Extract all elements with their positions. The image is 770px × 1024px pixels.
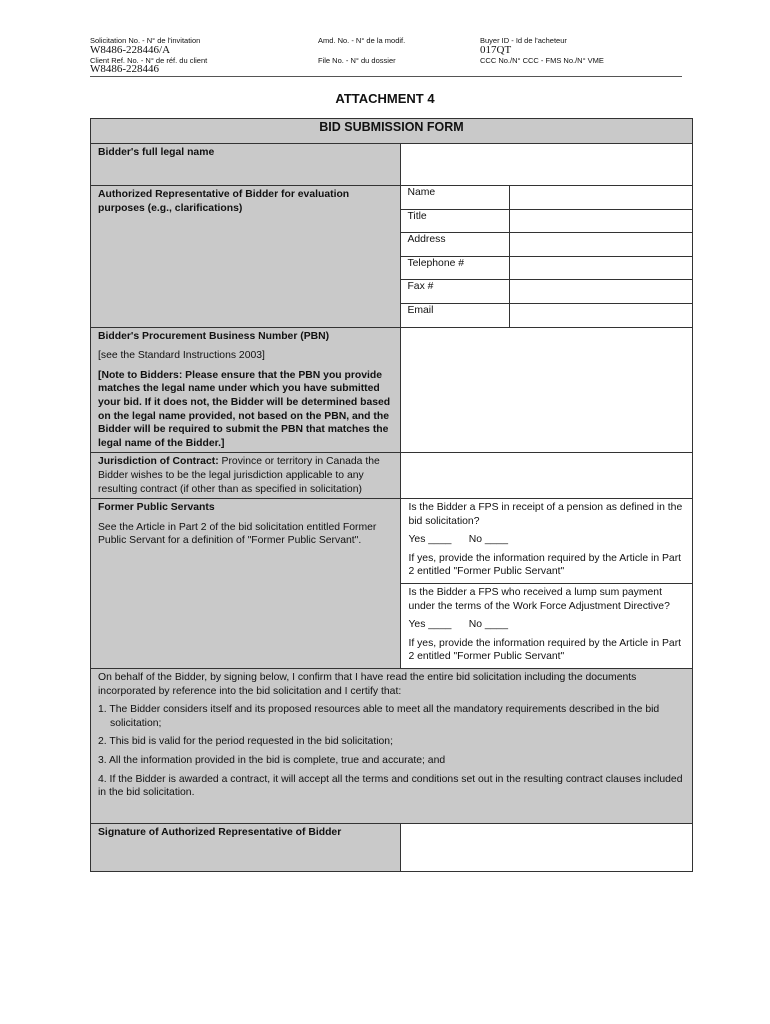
contact-row-address [401, 233, 692, 257]
contact-label-fax: Fax # [401, 280, 510, 304]
certification-cell [91, 669, 693, 824]
fps-question-1-block [401, 499, 692, 584]
client-ref-label: Client Ref. No. - N° de réf. du client [90, 56, 208, 65]
contact-row-email [401, 303, 692, 326]
signature-field[interactable] [401, 824, 693, 872]
fps-cell [91, 499, 401, 669]
contact-input-email[interactable] [510, 303, 692, 326]
contact-input-title[interactable] [510, 209, 692, 233]
pbn-cell [91, 327, 401, 453]
certification-item-1: 1. The Bidder considers itself and its proposed resources able to meet all the mandatory requirements described in the bid solicitation; [98, 704, 660, 729]
contact-row-title [401, 209, 692, 233]
jurisdiction-text: Province or territory in Canada the Bidder wishes to be the legal jurisdiction applicable to any resulting contract (if other than as specified in solicitation) [98, 456, 380, 495]
solicitation-value: W8486-228446/A [90, 44, 171, 56]
jurisdiction-field[interactable] [401, 453, 693, 499]
bid-submission-form [90, 118, 693, 872]
fps-question-2: Is the Bidder a FPS who received a lump sum payment under the terms of the Work Force Adjustment Directive? [408, 587, 670, 612]
file-no-label: File No. - N° du dossier [318, 56, 396, 65]
certification-item-3: 3. All the information provided in the bid is complete, true and accurate; and [98, 755, 446, 766]
fps-if-yes-2: If yes, provide the information required by the Article in Part 2 entitled "Former Public Servant" [408, 637, 682, 663]
contact-label-telephone: Telephone # [401, 256, 510, 280]
certification-intro: On behalf of the Bidder, by signing below, I confirm that I have read the entire bid solicitation including the documents incorporated by reference into the bid solicitation and I certify that: [98, 672, 637, 697]
contact-input-name[interactable] [510, 186, 692, 209]
contact-row-telephone [401, 256, 692, 280]
fps-yes-no-1[interactable]: Yes ____ No ____ [408, 534, 508, 546]
pbn-label: Bidder's Procurement Business Number (PBN) [98, 330, 330, 342]
authorized-rep-fields [401, 186, 693, 328]
buyer-id-label: Buyer ID - Id de l'acheteur [480, 36, 567, 45]
contact-label-address: Address [401, 233, 510, 257]
jurisdiction-cell [91, 453, 401, 499]
pbn-field[interactable] [401, 327, 693, 453]
fps-question-1: Is the Bidder a FPS in receipt of a pension as defined in the bid solicitation? [408, 502, 683, 527]
contact-row-name [401, 186, 692, 209]
certification-item-4: 4. If the Bidder is awarded a contract, it will accept all the terms and conditions set out in the resulting contract clauses included in the bid solicitation. [98, 773, 683, 799]
jurisdiction-label: Jurisdiction of Contract: [98, 456, 219, 468]
form-title: BID SUBMISSION FORM [91, 119, 693, 144]
legal-name-field[interactable] [401, 144, 693, 186]
header-rule [90, 76, 682, 77]
pbn-note: [Note to Bidders: Please ensure that the PBN you provide matches the legal name under which you have submitted your bid. If it does not, the Bidder will be determined based on the legal name provided, not based on the PBN, and the Bidder will be required to submit the PBN that matches the legal name of the Bidder.] [98, 369, 391, 449]
fps-yes-no-2[interactable]: Yes ____ No ____ [408, 619, 508, 631]
contact-label-name: Name [401, 186, 510, 209]
amendment-label: Amd. No. - N° de la modif. [318, 36, 406, 45]
fps-if-yes-1: If yes, provide the information required by the Article in Part 2 entitled "Former Public Servant" [408, 552, 682, 578]
contact-label-title: Title [401, 209, 510, 233]
fps-question-2-block [401, 584, 692, 668]
fps-description: See the Article in Part 2 of the bid solicitation entitled Former Public Servant for a definition of "Former Public Servant". [98, 521, 377, 547]
fps-questions [401, 499, 693, 669]
pbn-reference: [see the Standard Instructions 2003] [98, 350, 265, 362]
ccc-label: CCC No./N° CCC - FMS No./N° VME [480, 56, 604, 65]
contact-row-fax [401, 280, 692, 304]
contact-label-email: Email [401, 303, 510, 326]
fps-label: Former Public Servants [98, 502, 215, 514]
contact-input-address[interactable] [510, 233, 692, 257]
contact-input-fax[interactable] [510, 280, 692, 304]
buyer-id-value: 017QT [480, 44, 512, 56]
solicitation-label: Solicitation No. - N° de l'invitation [90, 36, 201, 45]
attachment-title: ATTACHMENT 4 [335, 91, 435, 106]
certification-item-2: 2. This bid is valid for the period requested in the bid solicitation; [98, 736, 393, 748]
signature-label: Signature of Authorized Representative of Bidder [91, 824, 401, 872]
legal-name-label: Bidder's full legal name [91, 144, 401, 186]
contact-input-telephone[interactable] [510, 256, 692, 280]
client-ref-value: W8486-228446 [90, 63, 160, 75]
authorized-rep-label: Authorized Representative of Bidder for evaluation purposes (e.g., clarifications) [91, 186, 401, 328]
